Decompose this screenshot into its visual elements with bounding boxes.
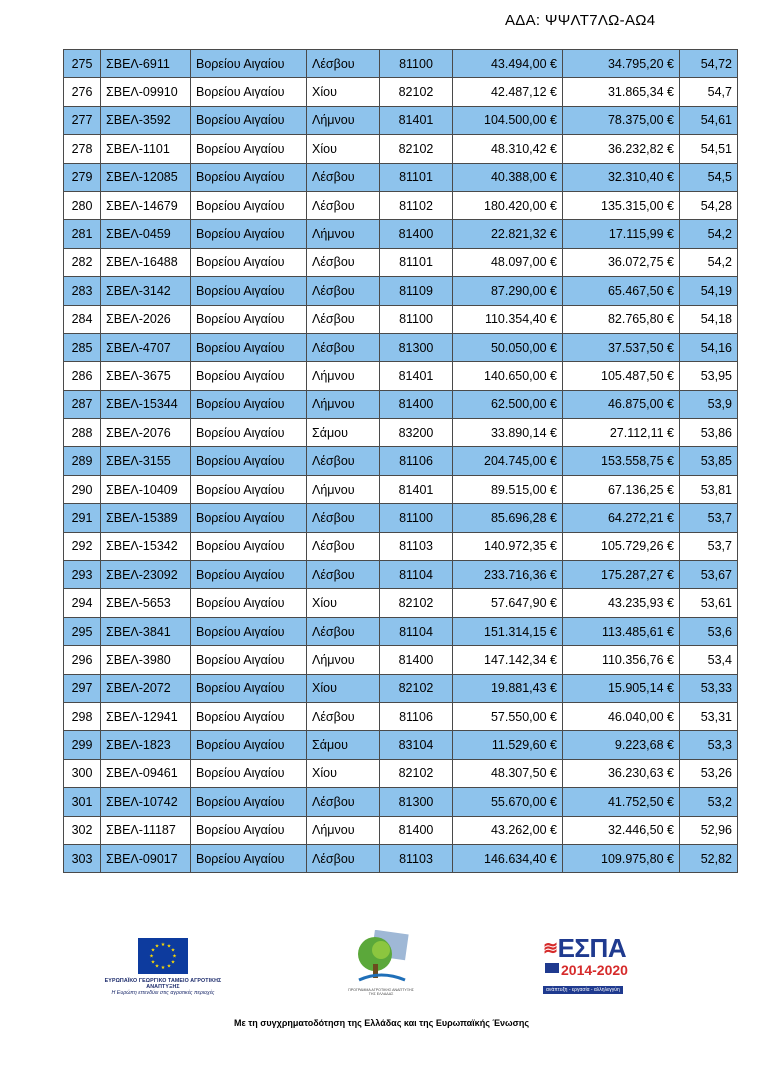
postal-code-cell: 82102 <box>380 78 453 106</box>
table-row <box>64 191 738 219</box>
regional-unit-cell: Χίου <box>307 589 380 617</box>
project-code-cell: ΣΒΕΛ-10742 <box>101 788 191 816</box>
table-row <box>64 731 738 759</box>
table-row <box>64 475 738 503</box>
public-aid-cell: 105.487,50 € <box>563 362 680 390</box>
project-code-cell: ΣΒΕΛ-15389 <box>101 504 191 532</box>
postal-code-cell: 82102 <box>380 674 453 702</box>
postal-code-cell: 81401 <box>380 362 453 390</box>
postal-code-cell: 81106 <box>380 702 453 730</box>
table-row <box>64 163 738 191</box>
regional-unit-cell: Λέσβου <box>307 277 380 305</box>
postal-code-cell: 81400 <box>380 390 453 418</box>
row-number-cell: 297 <box>64 674 101 702</box>
espa-years: 2014-2020 <box>561 962 628 978</box>
score-cell: 54,72 <box>680 50 738 78</box>
regional-unit-cell: Λέσβου <box>307 191 380 219</box>
score-cell: 54,51 <box>680 135 738 163</box>
score-cell: 54,28 <box>680 191 738 219</box>
row-number-cell: 293 <box>64 561 101 589</box>
table-row <box>64 248 738 276</box>
regional-unit-cell: Λέσβου <box>307 702 380 730</box>
project-code-cell: ΣΒΕΛ-15344 <box>101 390 191 418</box>
eafrd-slogan: Η Ευρώπη επενδύει στις αγροτικές περιοχές <box>111 990 215 996</box>
score-cell: 54,2 <box>680 220 738 248</box>
postal-code-cell: 81109 <box>380 277 453 305</box>
project-code-cell: ΣΒΕΛ-4707 <box>101 333 191 361</box>
project-code-cell: ΣΒΕΛ-6911 <box>101 50 191 78</box>
table-row <box>64 305 738 333</box>
public-aid-cell: 15.905,14 € <box>563 674 680 702</box>
public-aid-cell: 41.752,50 € <box>563 788 680 816</box>
table-row <box>64 674 738 702</box>
score-cell: 53,6 <box>680 617 738 645</box>
budget-cell: 33.890,14 € <box>453 419 563 447</box>
row-number-cell: 279 <box>64 163 101 191</box>
row-number-cell: 295 <box>64 617 101 645</box>
project-code-cell: ΣΒΕΛ-12085 <box>101 163 191 191</box>
table-row <box>64 447 738 475</box>
row-number-cell: 290 <box>64 475 101 503</box>
row-number-cell: 284 <box>64 305 101 333</box>
regional-unit-cell: Λήμνου <box>307 390 380 418</box>
budget-cell: 19.881,43 € <box>453 674 563 702</box>
region-cell: Βορείου Αιγαίου <box>191 50 307 78</box>
budget-cell: 50.050,00 € <box>453 333 563 361</box>
score-cell: 53,7 <box>680 504 738 532</box>
svg-text:★: ★ <box>160 942 166 948</box>
score-cell: 53,67 <box>680 561 738 589</box>
public-aid-cell: 36.072,75 € <box>563 248 680 276</box>
postal-code-cell: 81300 <box>380 788 453 816</box>
project-code-cell: ΣΒΕΛ-09461 <box>101 759 191 787</box>
svg-text:★: ★ <box>149 953 154 960</box>
region-cell: Βορείου Αιγαίου <box>191 702 307 730</box>
regional-unit-cell: Λήμνου <box>307 646 380 674</box>
regional-unit-cell: Λέσβου <box>307 333 380 361</box>
postal-code-cell: 81300 <box>380 333 453 361</box>
public-aid-cell: 36.232,82 € <box>563 135 680 163</box>
row-number-cell: 302 <box>64 816 101 844</box>
public-aid-cell: 110.356,76 € <box>563 646 680 674</box>
region-cell: Βορείου Αιγαίου <box>191 78 307 106</box>
row-number-cell: 275 <box>64 50 101 78</box>
budget-cell: 204.745,00 € <box>453 447 563 475</box>
budget-cell: 40.388,00 € <box>453 163 563 191</box>
budget-cell: 43.262,00 € <box>453 816 563 844</box>
project-code-cell: ΣΒΕΛ-12941 <box>101 702 191 730</box>
budget-cell: 180.420,00 € <box>453 191 563 219</box>
regional-unit-cell: Λήμνου <box>307 475 380 503</box>
ministry-logo-icon <box>351 930 411 986</box>
public-aid-cell: 67.136,25 € <box>563 475 680 503</box>
regional-unit-cell: Λέσβου <box>307 305 380 333</box>
project-code-cell: ΣΒΕΛ-10409 <box>101 475 191 503</box>
project-code-cell: ΣΒΕΛ-1823 <box>101 731 191 759</box>
table-row <box>64 333 738 361</box>
public-aid-cell: 153.558,75 € <box>563 447 680 475</box>
table-row <box>64 277 738 305</box>
public-aid-cell: 34.795,20 € <box>563 50 680 78</box>
regional-unit-cell: Λέσβου <box>307 617 380 645</box>
svg-text:★: ★ <box>150 947 156 954</box>
budget-cell: 151.314,15 € <box>453 617 563 645</box>
region-cell: Βορείου Αιγαίου <box>191 617 307 645</box>
budget-cell: 140.972,35 € <box>453 532 563 560</box>
project-code-cell: ΣΒΕΛ-2072 <box>101 674 191 702</box>
row-number-cell: 276 <box>64 78 101 106</box>
score-cell: 53,9 <box>680 390 738 418</box>
region-cell: Βορείου Αιγαίου <box>191 191 307 219</box>
regional-unit-cell: Λέσβου <box>307 561 380 589</box>
regional-unit-cell: Χίου <box>307 674 380 702</box>
budget-cell: 11.529,60 € <box>453 731 563 759</box>
postal-code-cell: 83104 <box>380 731 453 759</box>
row-number-cell: 283 <box>64 277 101 305</box>
eafrd-logo <box>98 938 228 996</box>
region-cell: Βορείου Αιγαίου <box>191 390 307 418</box>
regional-unit-cell: Χίου <box>307 78 380 106</box>
espa-logo-icon: ≋ΕΣΠΑ 2014-2020 ανάπτυξη - εργασία - αλληλεγγύη <box>543 934 643 996</box>
project-code-cell: ΣΒΕΛ-0459 <box>101 220 191 248</box>
region-cell: Βορείου Αιγαίου <box>191 816 307 844</box>
postal-code-cell: 81103 <box>380 844 453 872</box>
score-cell: 53,3 <box>680 731 738 759</box>
table-row <box>64 50 738 78</box>
region-cell: Βορείου Αιγαίου <box>191 106 307 134</box>
budget-cell: 85.696,28 € <box>453 504 563 532</box>
region-cell: Βορείου Αιγαίου <box>191 674 307 702</box>
budget-cell: 233.716,36 € <box>453 561 563 589</box>
regional-unit-cell: Λέσβου <box>307 248 380 276</box>
score-cell: 53,81 <box>680 475 738 503</box>
postal-code-cell: 81106 <box>380 447 453 475</box>
postal-code-cell: 81104 <box>380 561 453 589</box>
row-number-cell: 291 <box>64 504 101 532</box>
regional-unit-cell: Λήμνου <box>307 106 380 134</box>
postal-code-cell: 82102 <box>380 135 453 163</box>
regional-unit-cell: Λέσβου <box>307 788 380 816</box>
svg-text:★: ★ <box>166 943 172 950</box>
espa-slogan: ανάπτυξη - εργασία - αλληλεγγύη <box>543 986 623 994</box>
region-cell: Βορείου Αιγαίου <box>191 419 307 447</box>
regional-unit-cell: Χίου <box>307 135 380 163</box>
postal-code-cell: 81101 <box>380 248 453 276</box>
region-cell: Βορείου Αιγαίου <box>191 731 307 759</box>
budget-cell: 57.647,90 € <box>453 589 563 617</box>
rural-development-logo <box>345 930 417 996</box>
score-cell: 53,86 <box>680 419 738 447</box>
table-row <box>64 844 738 872</box>
row-number-cell: 281 <box>64 220 101 248</box>
postal-code-cell: 81100 <box>380 305 453 333</box>
score-cell: 52,82 <box>680 844 738 872</box>
score-cell: 53,4 <box>680 646 738 674</box>
budget-cell: 146.634,40 € <box>453 844 563 872</box>
region-cell: Βορείου Αιγαίου <box>191 248 307 276</box>
table-row <box>64 419 738 447</box>
public-aid-cell: 32.310,40 € <box>563 163 680 191</box>
table-row <box>64 646 738 674</box>
postal-code-cell: 83200 <box>380 419 453 447</box>
postal-code-cell: 81400 <box>380 646 453 674</box>
budget-cell: 55.670,00 € <box>453 788 563 816</box>
row-number-cell: 280 <box>64 191 101 219</box>
table-row <box>64 788 738 816</box>
table-row <box>64 106 738 134</box>
public-aid-cell: 113.485,61 € <box>563 617 680 645</box>
row-number-cell: 288 <box>64 419 101 447</box>
row-number-cell: 294 <box>64 589 101 617</box>
row-number-cell: 303 <box>64 844 101 872</box>
public-aid-cell: 46.040,00 € <box>563 702 680 730</box>
row-number-cell: 301 <box>64 788 101 816</box>
project-code-cell: ΣΒΕΛ-3142 <box>101 277 191 305</box>
project-code-cell: ΣΒΕΛ-16488 <box>101 248 191 276</box>
budget-cell: 89.515,00 € <box>453 475 563 503</box>
region-cell: Βορείου Αιγαίου <box>191 589 307 617</box>
espa-title: ΕΣΠΑ <box>557 933 627 963</box>
row-number-cell: 300 <box>64 759 101 787</box>
svg-text:★: ★ <box>170 959 176 966</box>
regional-unit-cell: Λέσβου <box>307 504 380 532</box>
score-cell: 53,7 <box>680 532 738 560</box>
project-code-cell: ΣΒΕΛ-5653 <box>101 589 191 617</box>
table-row <box>64 504 738 532</box>
score-cell: 53,61 <box>680 589 738 617</box>
public-aid-cell: 135.315,00 € <box>563 191 680 219</box>
table-row <box>64 617 738 645</box>
greek-flag-icon <box>545 963 559 973</box>
score-cell: 54,2 <box>680 248 738 276</box>
row-number-cell: 277 <box>64 106 101 134</box>
row-number-cell: 298 <box>64 702 101 730</box>
row-number-cell: 285 <box>64 333 101 361</box>
public-aid-cell: 78.375,00 € <box>563 106 680 134</box>
results-table <box>63 49 738 873</box>
score-cell: 53,33 <box>680 674 738 702</box>
project-code-cell: ΣΒΕΛ-3980 <box>101 646 191 674</box>
region-cell: Βορείου Αιγαίου <box>191 504 307 532</box>
postal-code-cell: 81104 <box>380 617 453 645</box>
table-row <box>64 220 738 248</box>
score-cell: 54,16 <box>680 333 738 361</box>
postal-code-cell: 81103 <box>380 532 453 560</box>
project-code-cell: ΣΒΕΛ-23092 <box>101 561 191 589</box>
public-aid-cell: 109.975,80 € <box>563 844 680 872</box>
eu-flag-icon <box>138 938 188 974</box>
regional-unit-cell: Λέσβου <box>307 447 380 475</box>
budget-cell: 42.487,12 € <box>453 78 563 106</box>
table-row <box>64 135 738 163</box>
row-number-cell: 278 <box>64 135 101 163</box>
table-row <box>64 561 738 589</box>
project-code-cell: ΣΒΕΛ-3675 <box>101 362 191 390</box>
score-cell: 54,61 <box>680 106 738 134</box>
regional-unit-cell: Σάμου <box>307 731 380 759</box>
public-aid-cell: 105.729,26 € <box>563 532 680 560</box>
project-code-cell: ΣΒΕΛ-3841 <box>101 617 191 645</box>
row-number-cell: 289 <box>64 447 101 475</box>
score-cell: 53,2 <box>680 788 738 816</box>
budget-cell: 104.500,00 € <box>453 106 563 134</box>
regional-unit-cell: Λέσβου <box>307 50 380 78</box>
project-code-cell: ΣΒΕΛ-15342 <box>101 532 191 560</box>
row-number-cell: 292 <box>64 532 101 560</box>
project-code-cell: ΣΒΕΛ-1101 <box>101 135 191 163</box>
public-aid-cell: 43.235,93 € <box>563 589 680 617</box>
postal-code-cell: 81100 <box>380 504 453 532</box>
region-cell: Βορείου Αιγαίου <box>191 844 307 872</box>
public-aid-cell: 32.446,50 € <box>563 816 680 844</box>
region-cell: Βορείου Αιγαίου <box>191 277 307 305</box>
budget-cell: 48.307,50 € <box>453 759 563 787</box>
ministry-caption: ΠΡΟΓΡΑΜΜΑ ΑΓΡΟΤΙΚΗΣ ΑΝΑΠΤΥΞΗΣ ΤΗΣ ΕΛΛΑΔΑΣ <box>348 988 414 996</box>
project-code-cell: ΣΒΕΛ-3592 <box>101 106 191 134</box>
row-number-cell: 282 <box>64 248 101 276</box>
budget-cell: 57.550,00 € <box>453 702 563 730</box>
document-ada-code: ΑΔΑ: ΨΨΛΤ7ΛΩ-ΑΩ4 <box>505 12 656 29</box>
project-code-cell: ΣΒΕΛ-2026 <box>101 305 191 333</box>
cofunding-note: Με τη συγχρηματοδότηση της Ελλάδας και της Ευρωπαϊκής Ένωσης <box>233 1018 529 1028</box>
region-cell: Βορείου Αιγαίου <box>191 561 307 589</box>
table-row <box>64 816 738 844</box>
public-aid-cell: 82.765,80 € <box>563 305 680 333</box>
eafrd-title: ΕΥΡΩΠΑΪΚΟ ΓΕΩΡΓΙΚΟ ΤΑΜΕΙΟ ΑΓΡΟΤΙΚΗΣ ΑΝΑΠΤΥΞΗΣ <box>104 978 222 990</box>
region-cell: Βορείου Αιγαίου <box>191 646 307 674</box>
budget-cell: 147.142,34 € <box>453 646 563 674</box>
public-aid-cell: 37.537,50 € <box>563 333 680 361</box>
svg-text:★: ★ <box>154 943 160 950</box>
regional-unit-cell: Χίου <box>307 759 380 787</box>
regional-unit-cell: Λήμνου <box>307 362 380 390</box>
score-cell: 54,7 <box>680 78 738 106</box>
regional-unit-cell: Λήμνου <box>307 220 380 248</box>
budget-cell: 48.310,42 € <box>453 135 563 163</box>
svg-text:★: ★ <box>172 953 177 960</box>
region-cell: Βορείου Αιγαίου <box>191 163 307 191</box>
postal-code-cell: 81400 <box>380 220 453 248</box>
score-cell: 54,18 <box>680 305 738 333</box>
svg-text:★: ★ <box>160 965 166 971</box>
budget-cell: 140.650,00 € <box>453 362 563 390</box>
score-cell: 53,85 <box>680 447 738 475</box>
region-cell: Βορείου Αιγαίου <box>191 475 307 503</box>
score-cell: 53,95 <box>680 362 738 390</box>
postal-code-cell: 81101 <box>380 163 453 191</box>
budget-cell: 43.494,00 € <box>453 50 563 78</box>
postal-code-cell: 81401 <box>380 475 453 503</box>
table-row <box>64 589 738 617</box>
region-cell: Βορείου Αιγαίου <box>191 305 307 333</box>
budget-cell: 62.500,00 € <box>453 390 563 418</box>
regional-unit-cell: Σάμου <box>307 419 380 447</box>
score-cell: 52,96 <box>680 816 738 844</box>
region-cell: Βορείου Αιγαίου <box>191 447 307 475</box>
svg-text:★: ★ <box>170 947 176 954</box>
project-code-cell: ΣΒΕΛ-3155 <box>101 447 191 475</box>
regional-unit-cell: Λέσβου <box>307 532 380 560</box>
public-aid-cell: 27.112,11 € <box>563 419 680 447</box>
table-row <box>64 759 738 787</box>
region-cell: Βορείου Αιγαίου <box>191 532 307 560</box>
svg-text:★: ★ <box>154 963 160 970</box>
region-cell: Βορείου Αιγαίου <box>191 135 307 163</box>
row-number-cell: 286 <box>64 362 101 390</box>
row-number-cell: 299 <box>64 731 101 759</box>
score-cell: 54,19 <box>680 277 738 305</box>
postal-code-cell: 81401 <box>380 106 453 134</box>
public-aid-cell: 36.230,63 € <box>563 759 680 787</box>
table-row <box>64 532 738 560</box>
budget-cell: 48.097,00 € <box>453 248 563 276</box>
region-cell: Βορείου Αιγαίου <box>191 333 307 361</box>
public-aid-cell: 46.875,00 € <box>563 390 680 418</box>
budget-cell: 110.354,40 € <box>453 305 563 333</box>
score-cell: 54,5 <box>680 163 738 191</box>
budget-cell: 22.821,32 € <box>453 220 563 248</box>
regional-unit-cell: Λέσβου <box>307 163 380 191</box>
project-code-cell: ΣΒΕΛ-09017 <box>101 844 191 872</box>
table-row <box>64 78 738 106</box>
public-aid-cell: 31.865,34 € <box>563 78 680 106</box>
project-code-cell: ΣΒΕΛ-11187 <box>101 816 191 844</box>
score-cell: 53,31 <box>680 702 738 730</box>
public-aid-cell: 175.287,27 € <box>563 561 680 589</box>
region-cell: Βορείου Αιγαίου <box>191 788 307 816</box>
postal-code-cell: 82102 <box>380 759 453 787</box>
region-cell: Βορείου Αιγαίου <box>191 220 307 248</box>
region-cell: Βορείου Αιγαίου <box>191 362 307 390</box>
region-cell: Βορείου Αιγαίου <box>191 759 307 787</box>
regional-unit-cell: Λέσβου <box>307 844 380 872</box>
regional-unit-cell: Λήμνου <box>307 816 380 844</box>
table-row <box>64 390 738 418</box>
table-row <box>64 702 738 730</box>
project-code-cell: ΣΒΕΛ-14679 <box>101 191 191 219</box>
public-aid-cell: 65.467,50 € <box>563 277 680 305</box>
row-number-cell: 296 <box>64 646 101 674</box>
postal-code-cell: 81100 <box>380 50 453 78</box>
budget-cell: 87.290,00 € <box>453 277 563 305</box>
public-aid-cell: 64.272,21 € <box>563 504 680 532</box>
project-code-cell: ΣΒΕΛ-09910 <box>101 78 191 106</box>
postal-code-cell: 82102 <box>380 589 453 617</box>
score-cell: 53,26 <box>680 759 738 787</box>
svg-text:★: ★ <box>150 959 156 966</box>
row-number-cell: 287 <box>64 390 101 418</box>
postal-code-cell: 81102 <box>380 191 453 219</box>
project-code-cell: ΣΒΕΛ-2076 <box>101 419 191 447</box>
table-row <box>64 362 738 390</box>
svg-text:★: ★ <box>166 963 172 970</box>
public-aid-cell: 17.115,99 € <box>563 220 680 248</box>
public-aid-cell: 9.223,68 € <box>563 731 680 759</box>
postal-code-cell: 81400 <box>380 816 453 844</box>
